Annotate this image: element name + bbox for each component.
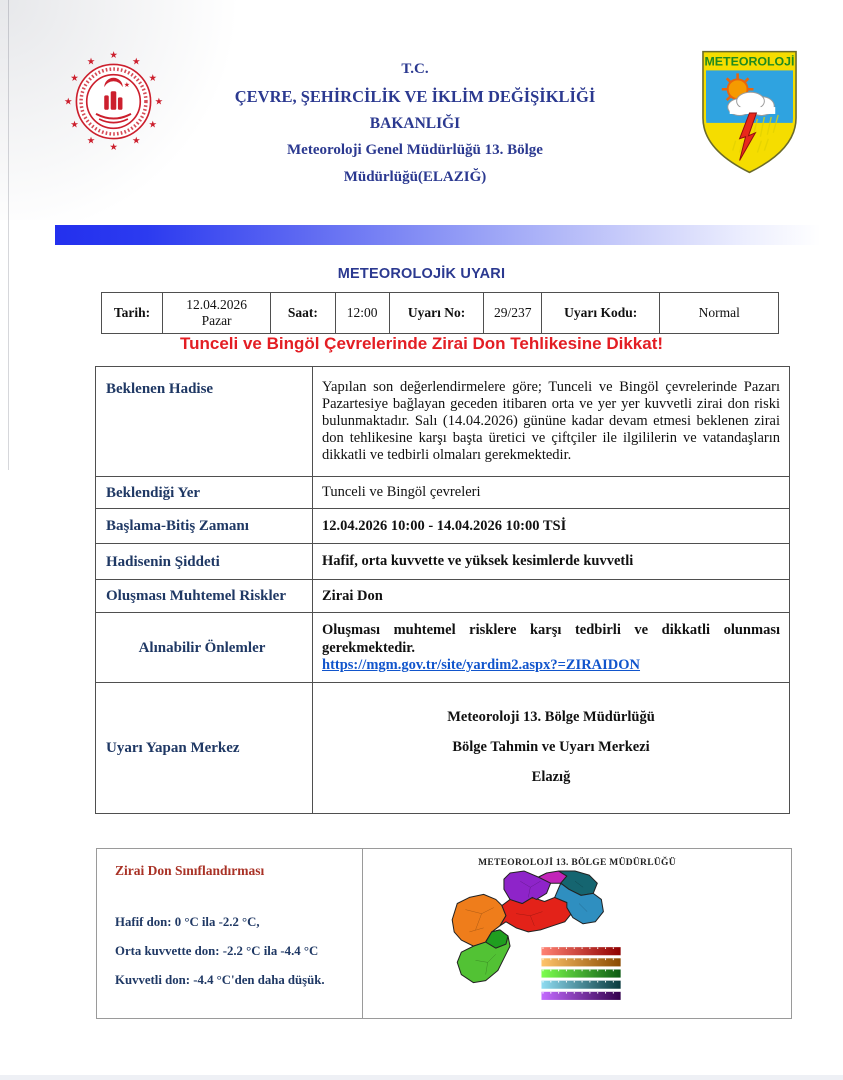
beklenen-hadise-label: Beklenen Hadise	[96, 367, 313, 477]
uyari-kodu-value: Normal	[660, 293, 779, 334]
svg-text:★: ★	[64, 97, 73, 108]
merkez-line-1: Meteoroloji 13. Bölge Müdürlüğü	[447, 709, 655, 726]
muhtemel-riskler-value: Zirai Don	[313, 580, 790, 613]
classification-title: Zirai Don Sınıflandırması	[115, 863, 265, 878]
map-region-center-red	[500, 897, 573, 932]
letterhead-line-3: BAKANLIĞI	[369, 115, 461, 132]
alinabilir-onlemler-text: Oluşması muhtemel risklere karşı tedbirli ve dikkatli olunması gerekmektedir.	[322, 621, 780, 656]
map-legend	[541, 947, 620, 1000]
classification-line-3: Kuvvetli don: -4.4 °C'den daha düşük.	[115, 973, 325, 988]
svg-text:★: ★	[132, 136, 141, 147]
svg-text:★: ★	[70, 120, 79, 131]
ministry-logo-icon	[62, 50, 165, 153]
blue-gradient-bar	[55, 225, 821, 245]
uyari-yapan-merkez-label: Uyarı Yapan Merkez	[96, 683, 313, 814]
section-title: METEOROLOJİK UYARI	[337, 266, 506, 282]
svg-text:★: ★	[148, 73, 157, 84]
warning-details-table	[95, 366, 790, 814]
warning-info-table	[101, 292, 779, 334]
svg-text:★: ★	[132, 57, 141, 68]
hadisenin-siddeti-value: Hafif, orta kuvvette ve yüksek kesimlerde kuvvetli	[313, 544, 790, 580]
baslama-bitis-label: Başlama-Bitiş Zamanı	[96, 509, 313, 544]
baslama-bitis-value: 12.04.2026 10:00 - 14.04.2026 10:00 TSİ	[313, 509, 790, 544]
page-bottom-edge	[0, 1075, 843, 1080]
letterhead-line-1: T.C.	[401, 61, 429, 77]
classification-line-2: Orta kuvvette don: -2.2 °C ila -4.4 °C	[115, 944, 319, 959]
classification-line-1: Hafif don: 0 °C ila -2.2 °C,	[115, 915, 260, 929]
frost-classification-pane	[97, 849, 363, 1018]
alinabilir-onlemler-label: Alınabilir Önlemler	[96, 613, 313, 683]
mgm-help-link[interactable]: https://mgm.gov.tr/site/yardim2.aspx?=ZIRAIDON	[322, 657, 641, 674]
beklendigi-yer-value: Tunceli ve Bingöl çevreleri	[313, 477, 790, 509]
scan-artifact-line	[8, 0, 9, 470]
svg-text:★: ★	[109, 142, 118, 153]
svg-text:★: ★	[86, 57, 95, 68]
merkez-line-2: Bölge Tahmin ve Uyarı Merkezi	[452, 739, 650, 756]
letterhead	[170, 56, 660, 191]
svg-text:★: ★	[109, 51, 118, 62]
uyari-no-label: Uyarı No:	[389, 293, 484, 334]
region-map	[441, 869, 713, 1006]
beklenen-hadise-text: Yapılan son değerlendirmelere göre; Tunceli ve Bingöl çevrelerinde Pazarı Pazartesiye bağlayan geceden itibaren orta ve yer yer kuvvetli zirai don riski bulunmaktadır. Salı (14.04.2026) gününe kadar devam etmesi beklenen zirai don tehlikesine karşı başta üretici ve çiftçiler ile ilgililerin ve vatandaşların dikkatli ve tedbirli olmaları gerekmektedir.	[313, 367, 790, 477]
saat-label: Saat:	[271, 293, 335, 334]
svg-text:★: ★	[123, 81, 131, 90]
saat-value: 12:00	[335, 293, 389, 334]
classification-box	[96, 848, 792, 1019]
region-map-pane	[363, 849, 791, 1018]
letterhead-line-2: ÇEVRE, ŞEHİRCİLİK VE İKLİM DEĞİŞİKLİĞİ	[234, 87, 596, 106]
uyari-no-value: 29/237	[484, 293, 542, 334]
muhtemel-riskler-label: Oluşması Muhtemel Riskler	[96, 580, 313, 613]
hadisenin-siddeti-label: Hadisenin Şiddeti	[96, 544, 313, 580]
letterhead-line-4: Meteoroloji Genel Müdürlüğü 13. Bölge	[287, 142, 543, 158]
region-map-title: METEOROLOJİ 13. BÖLGE MÜDÜRLÜĞÜ	[478, 858, 676, 868]
uyari-kodu-label: Uyarı Kodu:	[542, 293, 660, 334]
meteoroloji-shield-icon	[700, 49, 799, 175]
shield-label: METEOROLOJİ	[704, 54, 795, 69]
svg-text:★: ★	[70, 73, 79, 84]
svg-text:★: ★	[148, 120, 157, 131]
svg-text:★: ★	[86, 136, 95, 147]
svg-text:★: ★	[154, 97, 163, 108]
tarih-value	[162, 293, 270, 334]
tarih-day: Pazar	[201, 313, 232, 328]
letterhead-line-5: Müdürlüğü(ELAZIĞ)	[343, 169, 487, 185]
tarih-label: Tarih:	[102, 293, 163, 334]
tarih-date: 12.04.2026	[186, 297, 247, 312]
alert-title: Tunceli ve Bingöl Çevrelerinde Zirai Don Tehlikesine Dikkat!	[179, 334, 664, 353]
merkez-line-3: Elazığ	[531, 768, 571, 785]
beklendigi-yer-label: Beklendiği Yer	[96, 477, 313, 509]
